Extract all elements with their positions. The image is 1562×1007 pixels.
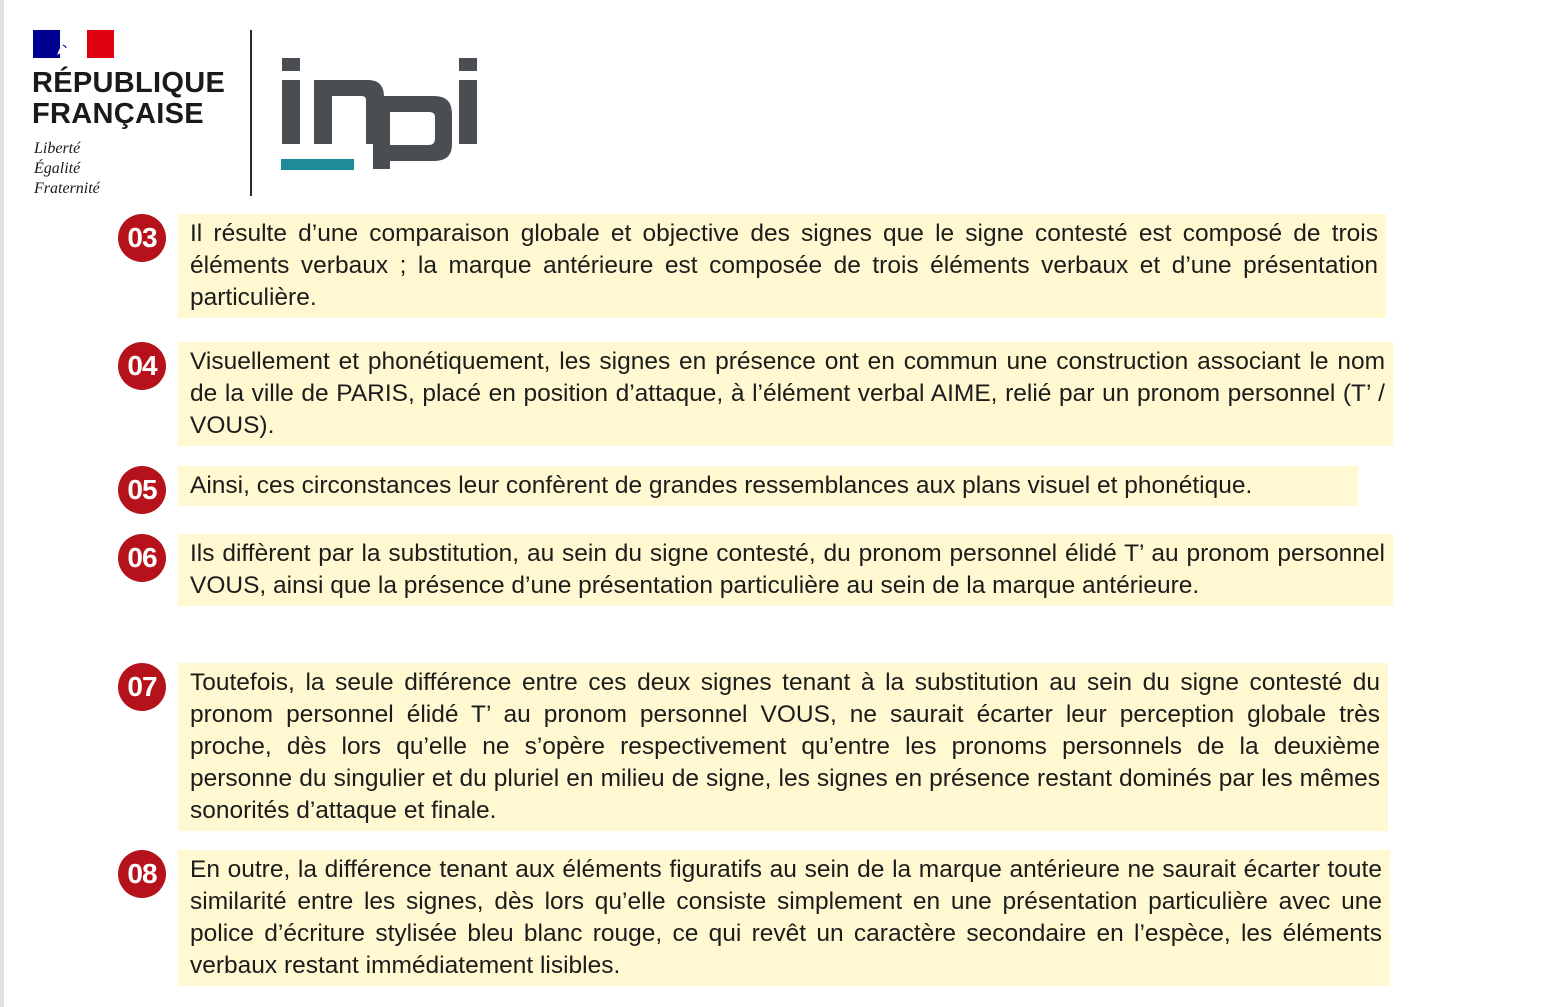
- republique-francaise-wordmark: [32, 68, 225, 130]
- header-divider: [250, 30, 252, 196]
- motto-egalite: Égalité: [34, 160, 81, 177]
- point-number-badge: 05: [118, 466, 166, 514]
- point-text: Visuellement et phonétiquement, les signes en présence ont en commun une construction associant le nom de la ville de PARIS, placé en position d’attaque, à l’élément verbal AIME, relié par un pronom personnel (T’ / VOUS).: [178, 342, 1393, 446]
- motto-liberte: Liberté: [34, 140, 81, 157]
- republic-motto: [34, 139, 100, 199]
- point-text: Toutefois, la seule différence entre ces deux signes tenant à la substitution au sein du signe contesté du pronom personnel élidé T’ au pronom personnel VOUS, ne saurait écarter leur perception globale très proche, dès lors qu’elle ne s’opère respectivement qu’entre les pronoms personnels de la deuxième personne du singulier et du pluriel en milieu de signe, les signes en présence restant dominés par les mêmes sonorités d’attaque et finale.: [178, 663, 1388, 831]
- marianne-profile-icon: [51, 33, 77, 57]
- republic-line-1: RÉPUBLIQUE: [32, 67, 226, 99]
- motto-fraternite: Fraternité: [34, 180, 100, 197]
- point-number-badge: 07: [118, 663, 166, 711]
- point-text: Il résulte d’une comparaison globale et objective des signes que le signe contesté est composé de trois éléments verbaux ; la marque antérieure est composée de trois éléments verbaux et d’une présentation particulière.: [178, 214, 1386, 318]
- point-text: Ils diffèrent par la substitution, au sein du signe contesté, du pronom personnel élidé T’ au pronom personnel VOUS, ainsi que la présence d’une présentation particulière au sein de la marque antérieure.: [178, 534, 1393, 606]
- point-number-badge: 06: [118, 534, 166, 582]
- inpi-logo-text: inpi: [278, 52, 280, 53]
- point-number-badge: 08: [118, 850, 166, 898]
- marianne-flag-icon: [33, 30, 114, 58]
- inpi-logo: [278, 52, 483, 177]
- page-edge: [0, 0, 4, 1007]
- point-text: Ainsi, ces circonstances leur confèrent de grandes ressemblances aux plans visuel et phonétique.: [178, 466, 1358, 506]
- point-number-badge: 03: [118, 214, 166, 262]
- point-number-badge: 04: [118, 342, 166, 390]
- republic-line-2: FRANÇAISE: [32, 98, 204, 130]
- point-text: En outre, la différence tenant aux éléments figuratifs au sein de la marque antérieure ne saurait écarter toute similarité entre les signes, dès lors qu’elle consiste simplement en une présentation particulière avec une police d’écriture stylisée bleu blanc rouge, ce qui revêt un caractère secondaire en l’espèce, les éléments verbaux restant immédiatement lisibles.: [178, 850, 1390, 986]
